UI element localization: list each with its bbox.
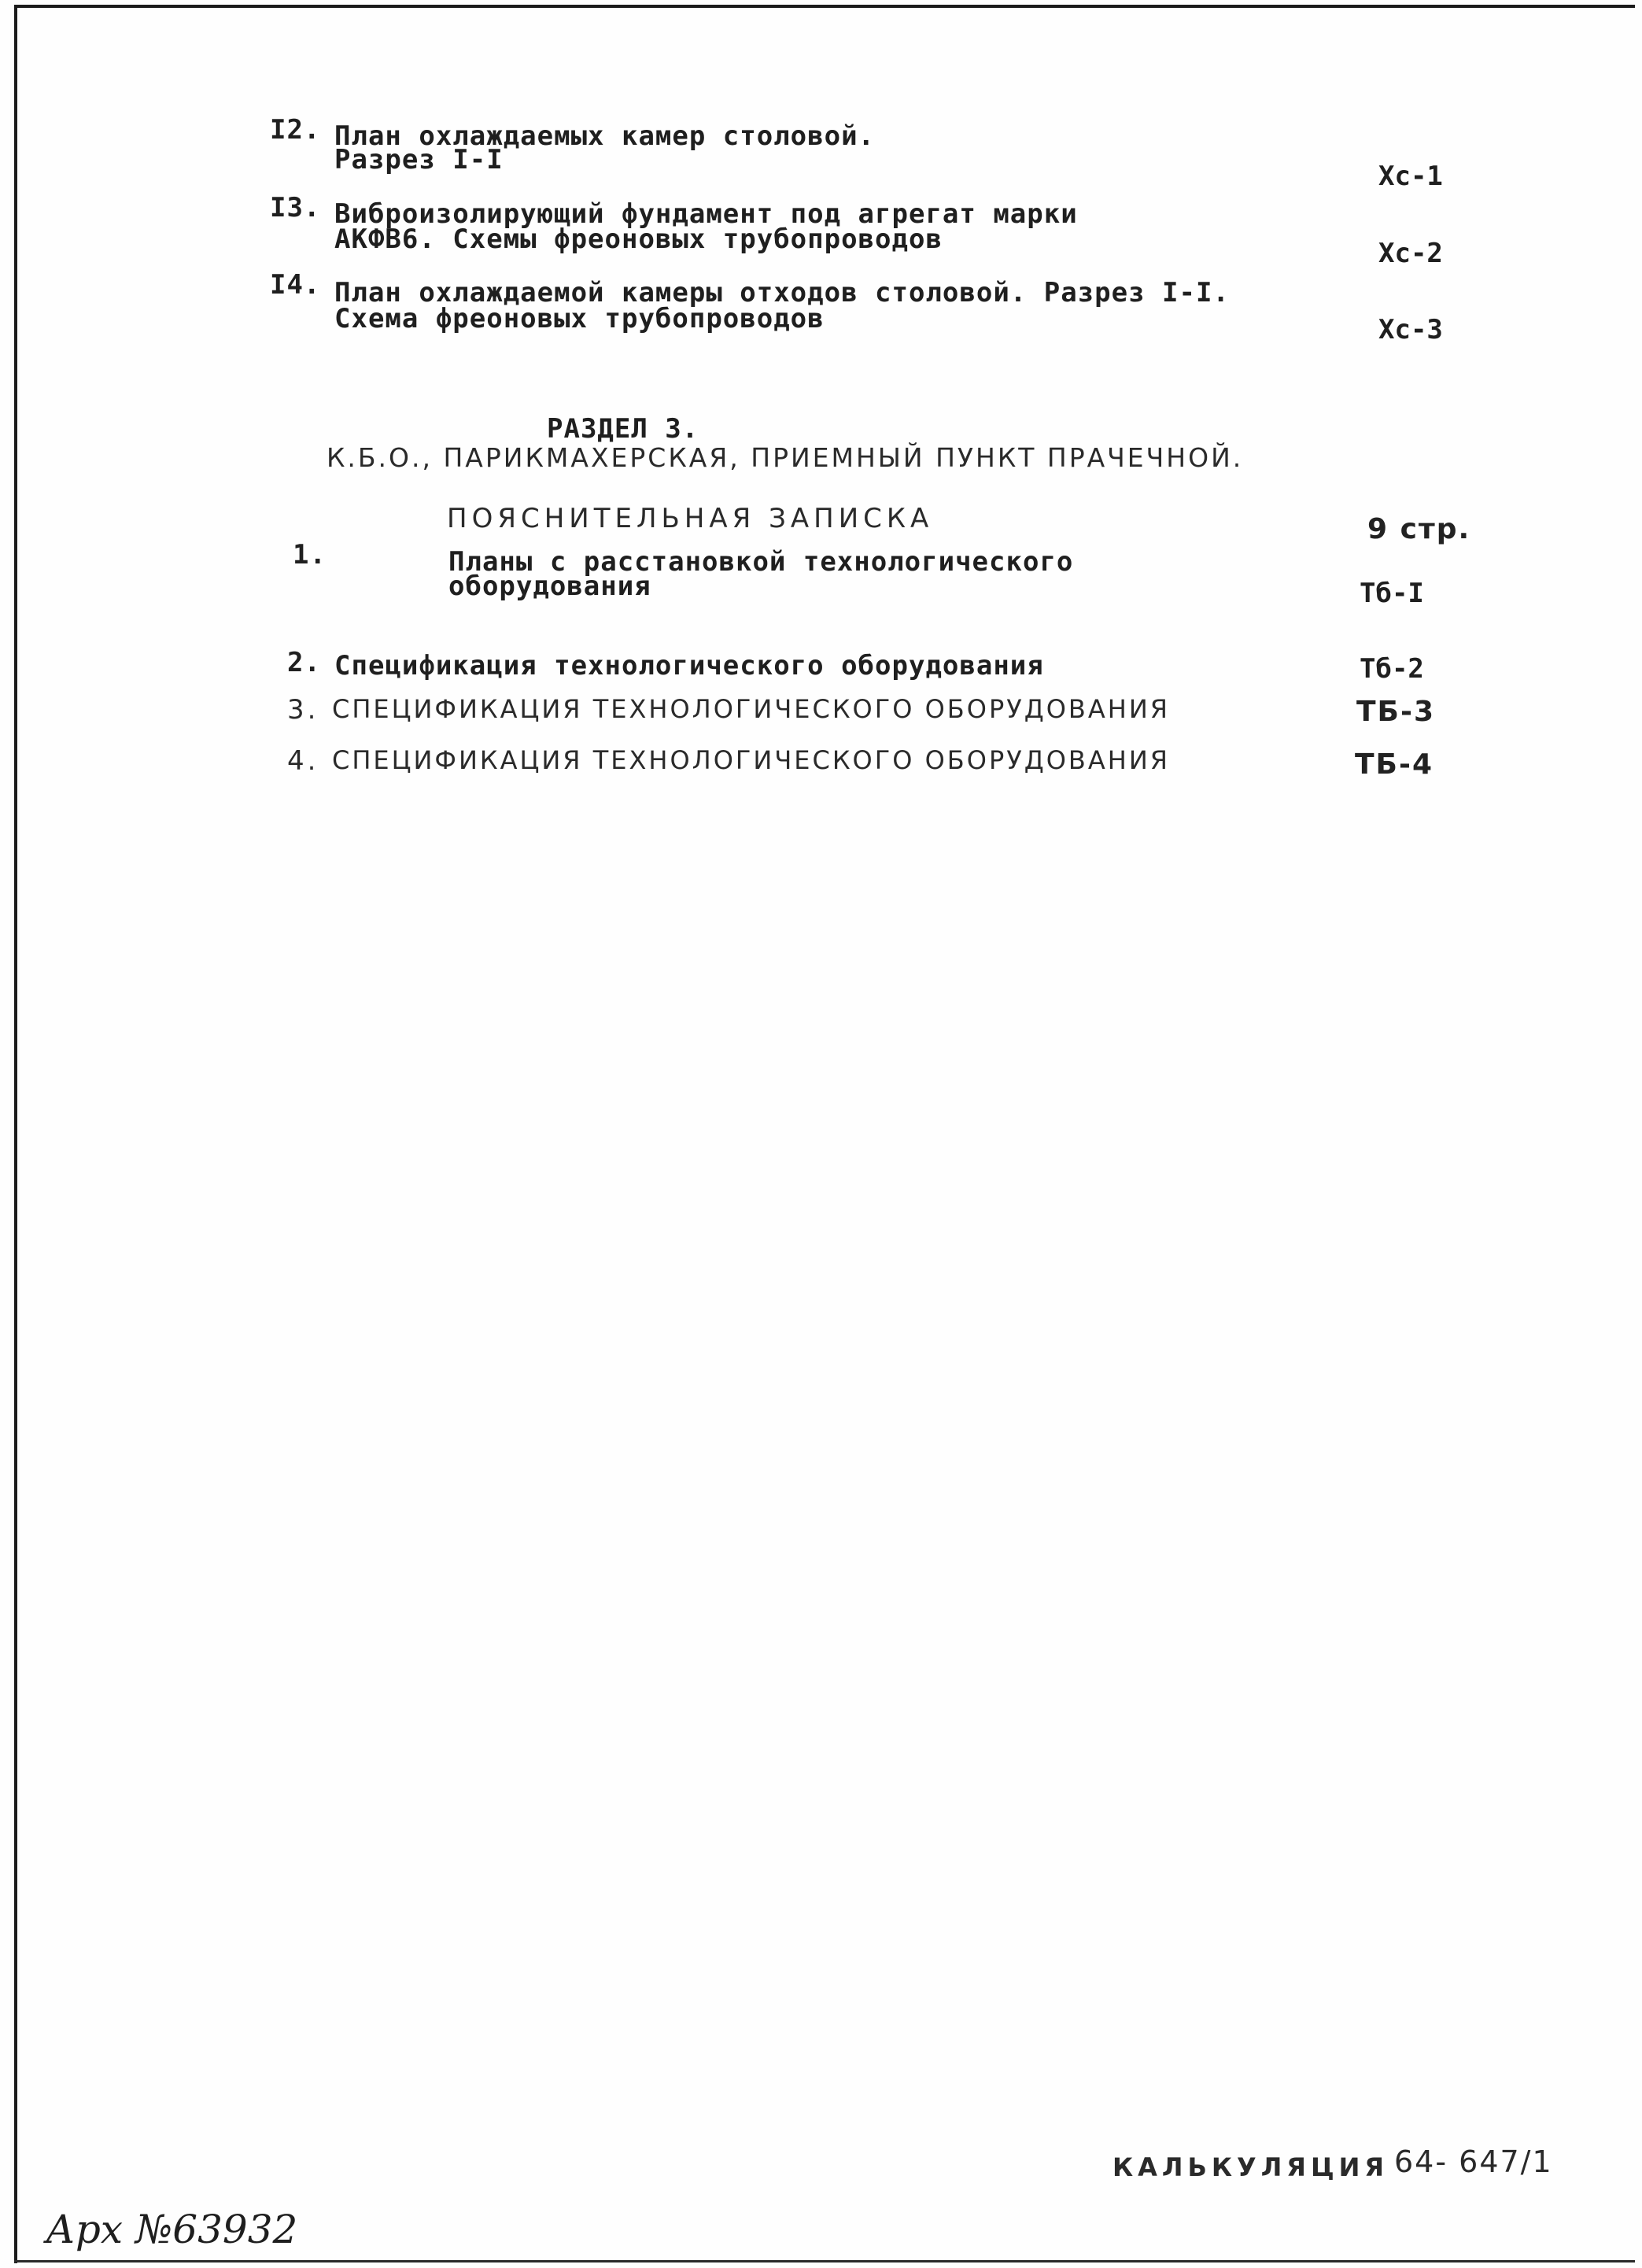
entry-line1: Спецификация технологического оборудования: [334, 650, 1044, 682]
entry-line1: Планы с расстановкой технологического: [448, 546, 1074, 578]
entry-line1: СПЕЦИФИКАЦИЯ ТЕХНОЛОГИЧЕСКОГО ОБОРУДОВАНИЯ: [332, 745, 1170, 775]
entry-line1: План охлаждаемой камеры отходов столовой. Разрез I-I.: [334, 277, 1230, 308]
entry-line1: СПЕЦИФИКАЦИЯ ТЕХНОЛОГИЧЕСКОГО ОБОРУДОВАНИЯ: [332, 694, 1170, 724]
section-subtitle: К.Б.О., ПАРИКМАХЕРСКАЯ, ПРИЕМНЫЙ ПУНКТ ПРАЧЕЧНОЙ.: [327, 442, 1244, 473]
entry-number: I4.: [270, 269, 321, 301]
entry-line1: План охлаждаемых камер столовой.: [334, 120, 876, 152]
entry-number: 2.: [287, 647, 321, 678]
calculation-number: 64- 647/1: [1394, 2144, 1553, 2179]
entry-line2: АКФВ6. Схемы фреоновых трубопроводов: [334, 223, 943, 255]
archive-inventory-note: Арх №63932: [46, 2207, 298, 2252]
entry-number: I2.: [270, 114, 321, 146]
entry-code: Хс-2: [1378, 238, 1443, 269]
entry-number: 1.: [293, 539, 327, 571]
entry-code: Тб-I: [1360, 578, 1424, 609]
entry-number: 3.: [287, 694, 319, 726]
note-pages: 9 стр.: [1367, 513, 1471, 545]
entry-number: 4.: [287, 745, 319, 777]
entry-line2: Схема фреоновых трубопроводов: [334, 303, 825, 334]
frame-top-border: [14, 5, 1635, 8]
entry-code: Хс-3: [1378, 314, 1443, 345]
entry-line2: Разрез I-I: [334, 144, 504, 175]
frame-left-border: [14, 5, 17, 2263]
entry-line2: оборудования: [448, 571, 651, 602]
entry-code: ТБ-4: [1355, 748, 1434, 781]
entry-number: I3.: [270, 192, 321, 223]
frame-bottom-border: [14, 2260, 1635, 2262]
entry-code: ТБ-3: [1356, 696, 1435, 728]
entry-code: Тб-2: [1360, 653, 1424, 685]
entry-line1: Виброизолирующий фундамент под агрегат марки: [334, 198, 1078, 230]
explanatory-note-label: ПОЯСНИТЕЛЬНАЯ ЗАПИСКА: [447, 503, 934, 534]
section-heading: РАЗДЕЛ 3.: [547, 413, 699, 445]
entry-code: Хс-1: [1378, 161, 1443, 192]
calculation-label: КАЛЬКУЛЯЦИЯ: [1113, 2152, 1389, 2182]
